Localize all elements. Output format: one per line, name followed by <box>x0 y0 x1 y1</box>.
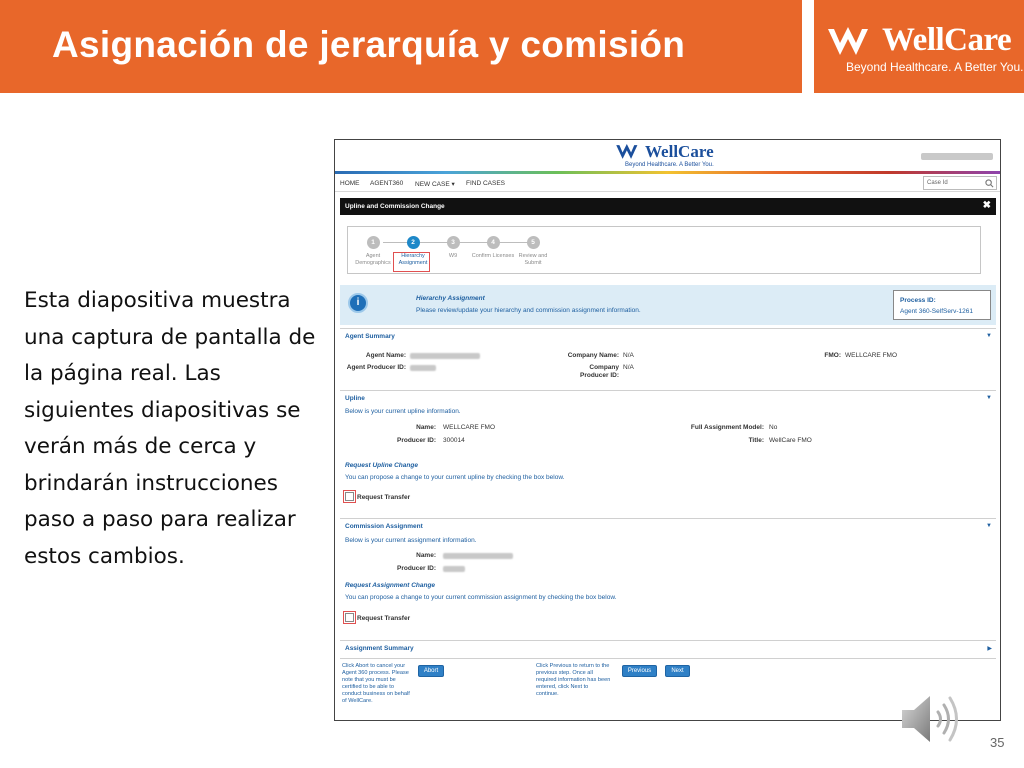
user-name-redacted <box>921 153 993 160</box>
upline-request-transfer-checkbox[interactable] <box>345 492 354 501</box>
step-label: Review and Submit <box>518 253 548 266</box>
company-name-value: N/A <box>623 352 634 359</box>
agent-summary-section <box>340 328 996 386</box>
upline-title-value: WellCare FMO <box>769 437 812 444</box>
agent-name-label: Agent Name: <box>365 352 406 359</box>
upline-title-label: Title: <box>748 437 764 444</box>
commission-name-label: Name: <box>416 552 436 559</box>
upline-intro: Below is your current upline information. <box>345 408 461 415</box>
section-heading[interactable]: Agent Summary <box>345 333 395 340</box>
step-confirm-licenses[interactable] <box>471 227 515 260</box>
chevron-down-icon[interactable]: ▼ <box>986 333 992 339</box>
agent-producer-id-label: Agent Producer ID: <box>346 364 406 371</box>
step-number: 5 <box>527 236 540 249</box>
company-name-label: Company Name: <box>567 352 619 359</box>
step-w9[interactable] <box>431 227 475 260</box>
assignment-summary-section <box>340 640 996 656</box>
agent-producer-id-redacted <box>410 365 436 371</box>
commission-assignment-section <box>340 518 996 638</box>
section-heading[interactable]: Assignment Summary <box>345 645 414 652</box>
full-assignment-model-label: Full Assignment Model: <box>690 424 764 431</box>
info-title: Hierarchy Assignment <box>416 295 485 302</box>
slide-body-text: Esta diapositiva muestra una captura de pantalla de la página real. Las siguientes diapositivas se verán más de cerca y brindarán instrucciones paso a paso para realizar estos cambios. <box>24 288 316 569</box>
company-producer-id-value: N/A <box>623 364 634 371</box>
request-assignment-change-description: You can propose a change to your current commission assignment by checking the box below. <box>345 594 617 601</box>
step-number: 3 <box>447 236 460 249</box>
company-producer-id-label: Company Producer ID: <box>579 364 619 379</box>
chevron-right-icon[interactable]: ▶ <box>987 646 992 652</box>
step-label: Hierarchy Assignment <box>398 253 428 266</box>
request-upline-change-description: You can propose a change to your current upline by checking the box below. <box>345 474 565 481</box>
abort-button[interactable]: Abort <box>418 665 444 677</box>
nav-agent360[interactable]: AGENT360 <box>370 180 404 187</box>
step-number: 2 <box>407 236 420 249</box>
close-icon[interactable]: ✖ <box>982 200 991 211</box>
step-agent-demographics[interactable] <box>351 227 395 266</box>
step-review-and-submit[interactable] <box>511 227 555 266</box>
nav-find-cases[interactable]: FIND CASES <box>466 180 506 187</box>
modal-title: Upline and Commission Change <box>345 203 445 210</box>
page-number: 35 <box>990 735 1005 750</box>
step-label: W9 <box>448 253 458 259</box>
step-label: Confirm Licenses <box>471 253 515 259</box>
info-banner <box>340 285 996 325</box>
commission-producer-id-redacted <box>443 566 465 572</box>
screenshot-logo-tagline: Beyond Healthcare. A Better You. <box>625 162 714 168</box>
step-number: 1 <box>367 236 380 249</box>
logo-tagline: Beyond Healthcare. A Better You. <box>846 60 1024 74</box>
upline-producer-id-value: 300014 <box>443 437 465 444</box>
request-assignment-change-heading: Request Assignment Change <box>345 582 436 589</box>
wizard-stepper <box>347 226 981 274</box>
fmo-value: WELLCARE FMO <box>845 352 898 359</box>
process-id-value: Agent 360-SelfServ-1261 <box>900 308 973 315</box>
step-label: Agent Demographics <box>355 253 391 266</box>
info-description: Please review/update your hierarchy and commission assignment information. <box>416 307 641 314</box>
full-assignment-model-value: No <box>769 424 778 431</box>
next-button[interactable]: Next <box>665 665 690 677</box>
wellcare-logo-icon <box>826 25 882 59</box>
upline-request-transfer-label: Request Transfer <box>357 494 411 501</box>
commission-request-transfer-checkbox[interactable] <box>345 613 354 622</box>
fmo-label: FMO: <box>824 352 841 359</box>
chevron-down-icon[interactable]: ▼ <box>986 523 992 529</box>
navigation-help-text: Click Previous to return to the previous step. Once all required information has been entered, click Next to continue. <box>536 663 611 697</box>
active-step-highlight <box>393 252 430 272</box>
commission-producer-id-label: Producer ID: <box>396 565 436 572</box>
screenshot-logo-wordmark: WellCare <box>645 142 714 161</box>
chevron-down-icon[interactable]: ▼ <box>986 395 992 401</box>
process-id-box <box>893 290 991 320</box>
agent-name-redacted <box>410 353 480 359</box>
embedded-screenshot <box>334 139 1001 721</box>
nav-new-case[interactable]: NEW CASE ▾ <box>415 181 455 188</box>
step-number: 4 <box>487 236 500 249</box>
case-id-search-input[interactable] <box>923 176 997 190</box>
speaker-icon[interactable] <box>896 690 966 748</box>
upline-name-value: WELLCARE FMO <box>443 424 496 431</box>
upline-section <box>340 390 996 514</box>
section-heading[interactable]: Commission Assignment <box>345 523 423 530</box>
logo-wordmark: WellCare <box>882 22 1012 58</box>
previous-button[interactable]: Previous <box>622 665 657 677</box>
upline-producer-id-label: Producer ID: <box>396 437 436 444</box>
commission-request-transfer-label: Request Transfer <box>357 615 411 622</box>
request-upline-change-heading: Request Upline Change <box>345 462 418 469</box>
modal-title-bar <box>340 198 996 215</box>
abort-help-text: Click Abort to cancel your Agent 360 process. Please note that you must be certified to be able to conduct business on behalf of WellCare. <box>342 663 410 704</box>
commission-name-redacted <box>443 553 513 559</box>
search-icon[interactable] <box>985 179 994 188</box>
commission-intro: Below is your current assignment information. <box>345 537 477 544</box>
top-nav <box>335 174 1000 192</box>
slide-title: Asignación de jerarquía y comisión <box>52 24 686 65</box>
section-heading[interactable]: Upline <box>345 395 365 402</box>
title-bar <box>0 0 802 93</box>
info-icon: i <box>348 293 368 313</box>
wellcare-logo-icon <box>615 143 645 161</box>
search-placeholder: Case Id <box>927 180 948 186</box>
process-id-label: Process ID: <box>900 297 936 304</box>
upline-name-label: Name: <box>416 424 436 431</box>
nav-home[interactable]: HOME <box>340 180 360 187</box>
